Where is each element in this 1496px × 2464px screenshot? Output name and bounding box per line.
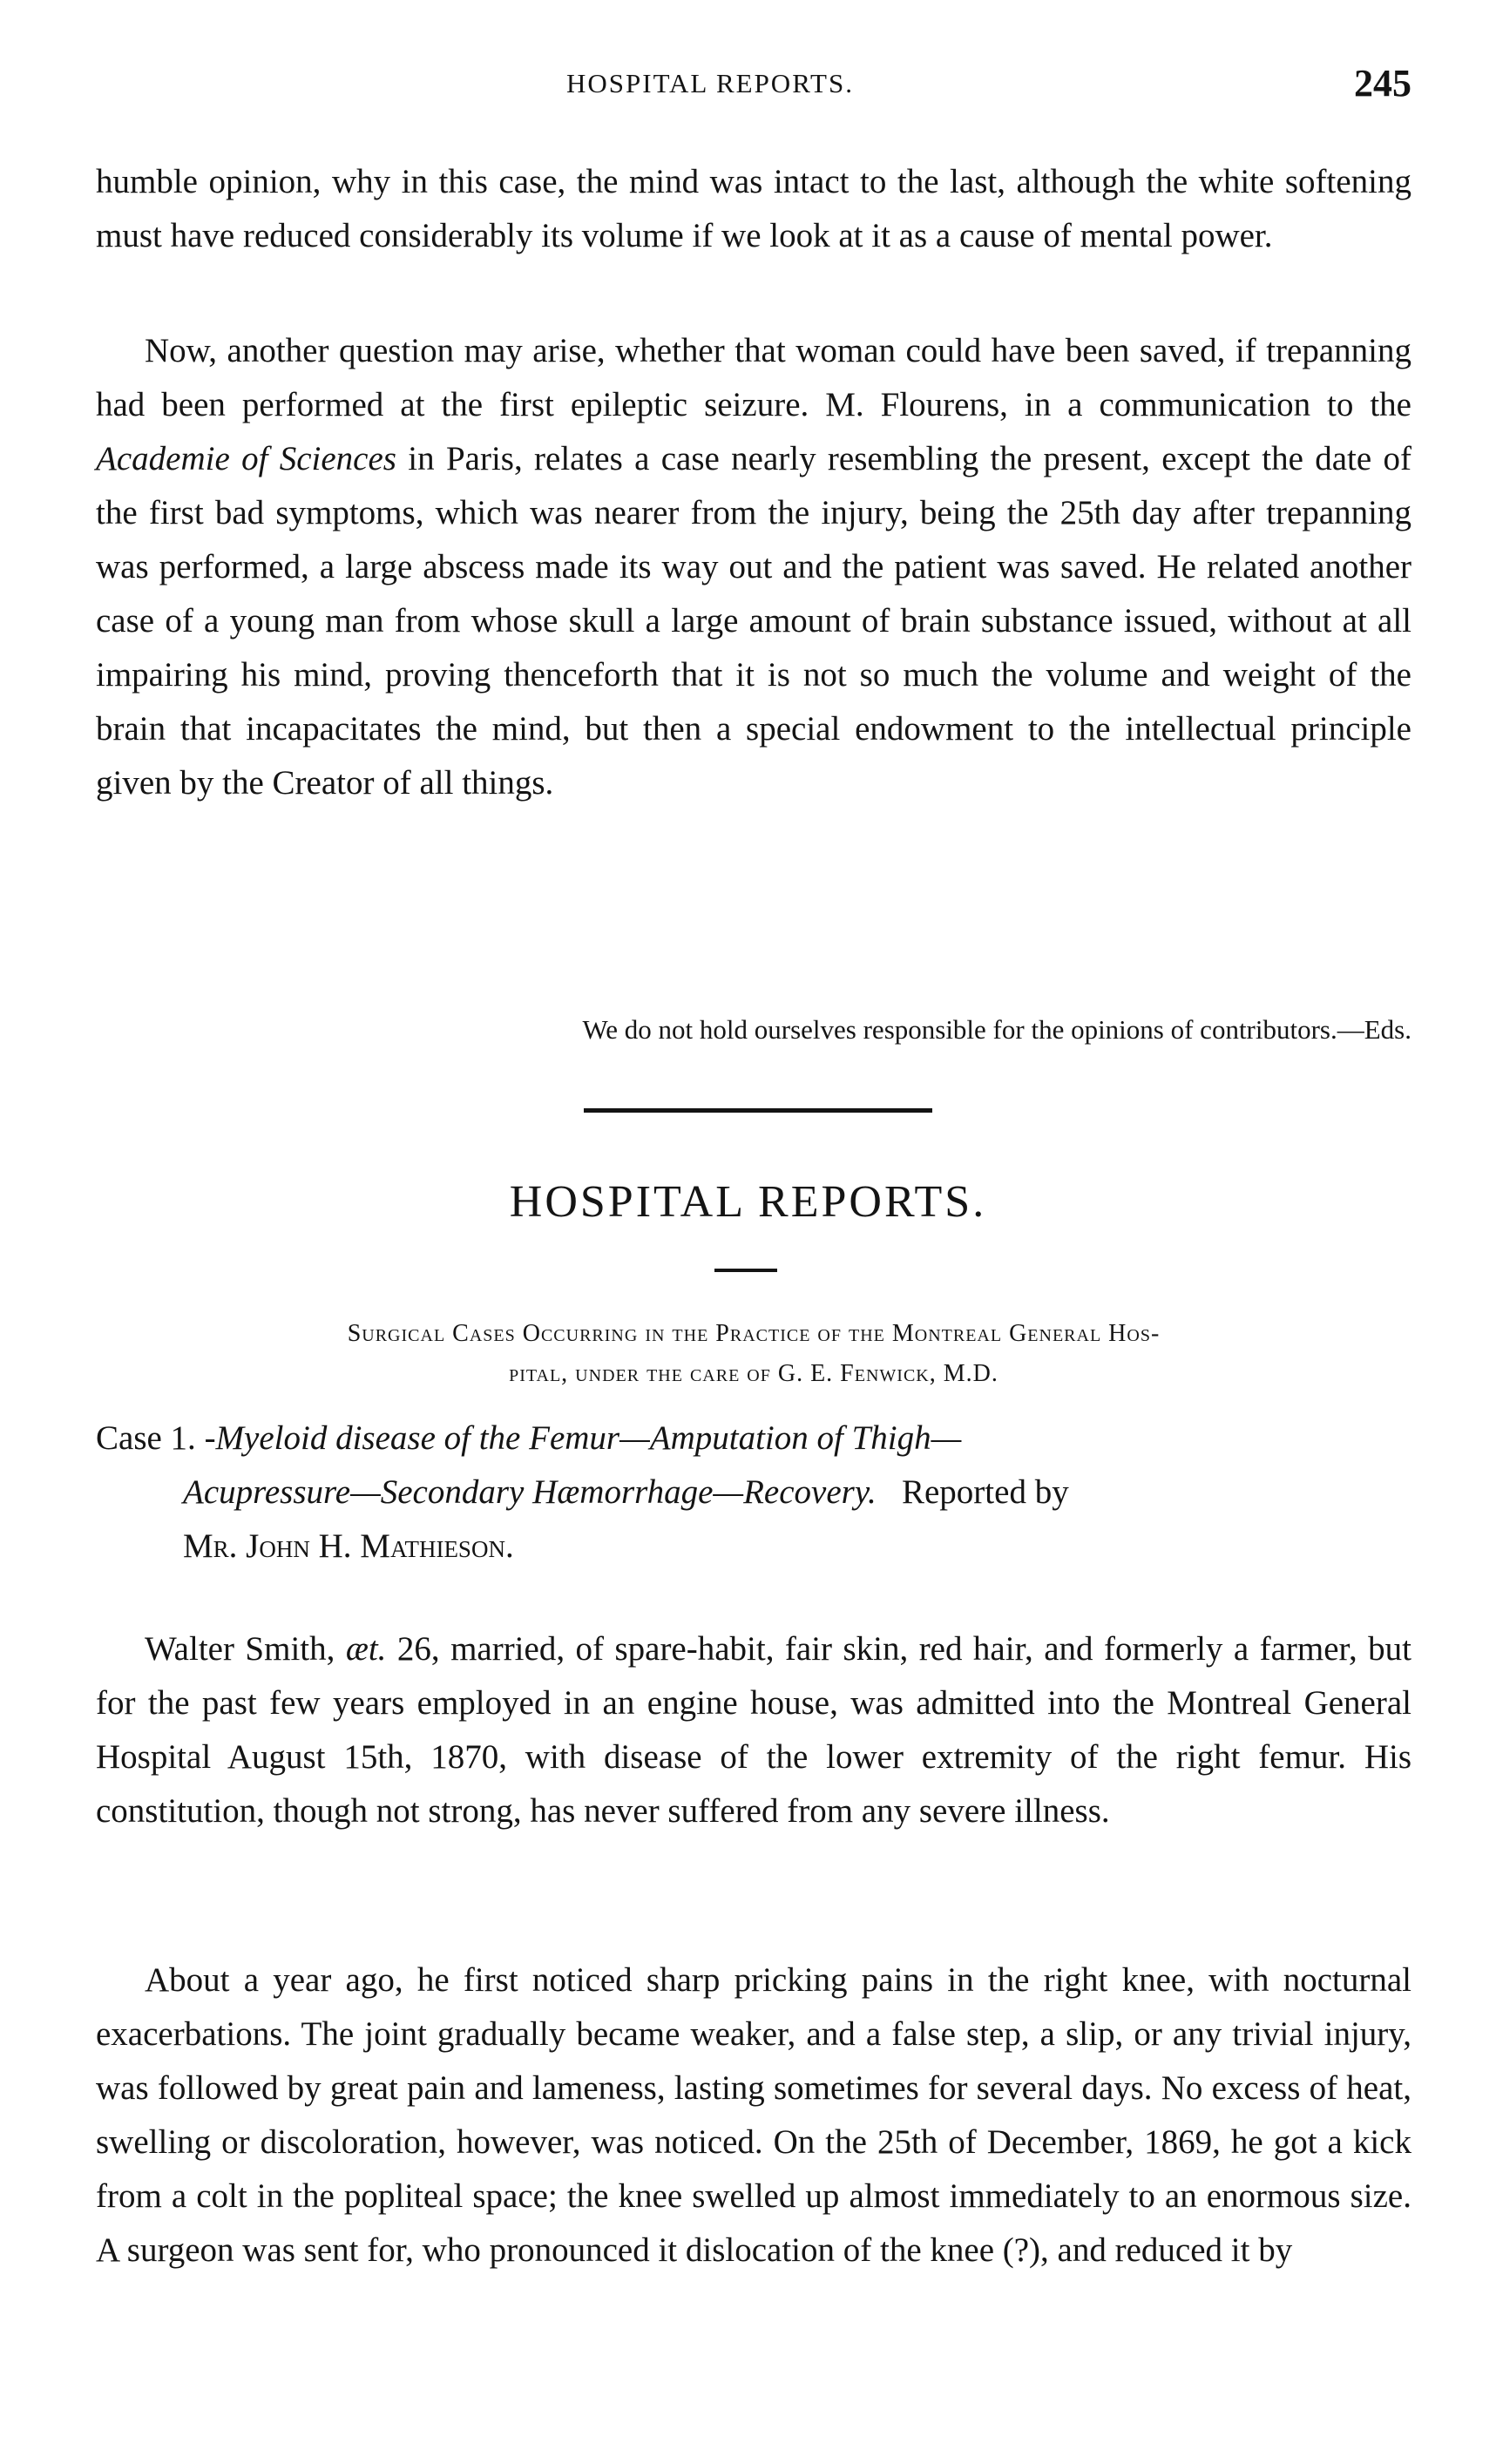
page-number: 245 [1354,62,1411,105]
editor-note: We do not hold ourselves responsible for the opinions of contributors.—Eds. [582,1014,1411,1045]
case-paragraph-2: About a year ago, he first noticed sharp pricking pains in the right knee, with nocturnal exacerbations. The joint gradually became weaker, and a false step, a slip, or any trivial injury, was followed by great pain and lameness, lasting sometimes for several days. No excess of heat, swelling or discoloration, however, was noticed. On the 25th of December, 1869, he got a kick from a colt in the popliteal space; the knee swelled up almost immediately to an enormous size. A surgeon was sent for, who pronounced it dislocation of the knee (?), and reduced it by [96,1961,1411,2269]
running-head [96,62,1411,120]
academie-reference: Academie of Sciences [96,440,396,477]
paragraph-2-text-b: in Paris, relates a case nearly resembling the present, except the date of the first bad symptoms, which was nearer from the injury, being the 25th day after trepanning was performed, a large abscess made its way out and the patient was saved. He related another case of a young man from whose skull a large amount of brain substance issued, without at all impairing his mind, proving thenceforth that it is not so much the volume and weight of the brain that incapacitates the mind, but then a special endowment to the intellectual principle given by the Creator of all things. [96,440,1412,802]
title-underline [714,1269,777,1272]
section-title: HOSPITAL REPORTS. [509,1177,987,1227]
section-subheading [96,1314,1411,1394]
case-paragraph-1-text-a: Walter Smith, [145,1630,346,1668]
case-heading [96,1411,1411,1574]
subheading-line-2: pital, under the care of G. E. Fenwick, M.D. [509,1360,998,1387]
case-label: Case 1. [96,1419,196,1457]
editor-note-block [96,1011,1411,1049]
case-paragraph-1 [96,1622,1411,1838]
paragraph-1: humble opinion, why in this case, the mind was intact to the last, although the white softening must have reduced considerably its volume if we look at it as a cause of mental power. [96,163,1411,254]
paragraph-2-text-a: Now, another question may arise, whether that woman could have been saved, if trepanning had been performed at the first epileptic seizure. M. Flourens, in a communication to the [96,332,1411,423]
subheading-line-1: Surgical Cases Occurring in the Practice of the Montreal General Hos- [347,1320,1161,1347]
aetat-abbreviation: æt. [345,1630,387,1668]
paragraph-2 [96,324,1411,810]
section-divider [584,1108,932,1113]
case-title-line-2: Acupressure—Secondary Hæmorrhage—Recovery. [183,1473,877,1511]
case-paragraph-1-text-b: 26, married, of spare-habit, fair skin, red hair, and formerly a farmer, but for the past few years employed in an engine house, was admitted into the Montreal General Hospital August 15th, 1870, with disease of the lower extremity of the right femur. His constitution, though not strong, has never suffered from any severe illness. [96,1630,1411,1830]
running-title: HOSPITAL REPORTS. [566,68,854,98]
flourens-paragraph [96,324,1411,810]
case-title-line-1: -Myeloid disease of the Femur—Amputation of Thigh— [204,1419,962,1457]
reported-by-label: Reported by [901,1473,1069,1511]
case-history-block [96,1622,1411,1838]
case-reporter: Mr. John H. Mathieson. [183,1527,514,1565]
case-title-second-line [96,1466,1411,1520]
case-onset-block [96,1953,1411,2278]
continued-paragraph [96,155,1411,263]
